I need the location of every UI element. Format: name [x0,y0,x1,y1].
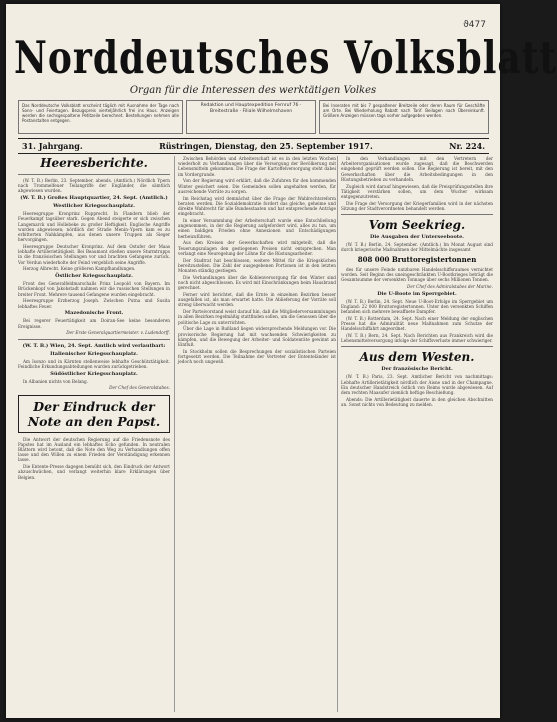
masthead [14,31,557,85]
article-paragraph: (W. T. B.) Rotterdam, 24. Sept. Nach einer Meldung der englischen Presse hat die Admiralität neue Maßnahmen zum Schutze der Handelsschiffahrt angeordnet. [341,315,493,332]
article-paragraph: Aus den Kreisen der Gewerkschaften wird mitgeteilt, daß die Teuerungszulagen den gestiegenen Preisen nicht entsprechen. Man verlangt eine Neuregelung der Löhne für die Rüstungsarbeiter. [178,240,336,256]
report-dateline: (W. T. B.) Großes Hauptquartier, 24. Sept. (Amtlich.) [20,195,168,202]
subheading-southeastern-front: Südöstlicher Kriegsschauplatz. [50,370,138,377]
article-paragraph: (W. T. B.) Bern, 24. Sept. Nach Berichten aus Frankreich wird die Lebensmittelversorgung infolge der Schiffsverluste immer schwieriger. [341,333,493,344]
divider [18,174,170,175]
subheading-western-front: Westlicher Kriegsschauplatz. [53,203,135,210]
divider [341,214,493,215]
article-paragraph: In Stockholm sollen die Besprechungen der sozialistischen Parteien fortgesetzt werden. Die Teilnahme der Vertreter der Ententeländer ist jedoch noch ungewiß. [178,348,336,365]
article-paragraph: Die Frage der Versorgung der Kriegerfamilien wird in der nächsten Sitzung der Stadtverordneten behandelt werden. [341,200,493,212]
signature: Der Chef des Generalstabes. [109,385,170,391]
article-paragraph: des für unsere Feinde nutzbaren Handelsschiffsraumes vernichtet worden. Seit Beginn des uneingeschränkten U-Bootkrieges beträgt die Gesamtsumme der versenkten Tonnage über sechs Millionen Tonnen. [341,266,493,283]
article-paragraph: Bei regerer Feuertätigkeit am Doiran-See keine besonderen Ereignisse. [18,318,170,329]
advertising-info-box: Bei Inseraten mit bis 7 gespaltener Breitzeile oder deren Raum für Geschäfte am Orte. Bei Wiederholung Rabatt nach Tarif. Beilagen nach Übereinkunft. Größere Anzeigen müssen tags vorher aufgegeben werden. [319,100,489,134]
article-paragraph: (W. T. B.) Berlin, 23. September, abends. (Amtlich.) Nördlich Ypern nach Trommelfeuer Teilangriffe der Engländer, die sämtlich abgewiesen wurden. [18,178,170,194]
article-paragraph: Ferner wird berichtet, daß die Ernte in einzelnen Bezirken besser ausgefallen ist, als man erwartet hatte. Die Ablieferung der Vorräte soll streng überwacht werden. [178,292,336,308]
article-paragraph: Heeresgruppe Kronprinz Rupprecht. In Flandern blieb der Feuerkampf tagsüber stark. Gegen Abend steigerte er sich zwischen Langemarck und Hollebeke zu großer Heftigkeit. Englische Angriffe wurden abgewiesen; nördlich der Straße Menin–Ypern kam es zu erbitterten Nahkämpfen, aus denen unsere Truppen als Sieger hervorgingen. [18,211,170,243]
article-paragraph: Der Parteivorstand weist darauf hin, daß die Mitgliederversammlungen in allen Bezirken regelmäßig stattfinden sollen, um die Genossen über die politische Lage zu unterrichten. [178,309,336,325]
dateline [18,138,489,154]
column-2 [174,156,336,712]
section-heading-west: Aus dem Westen. [359,350,475,365]
subheading-u-boats: Die Ausgaben der Unterseeboote. [369,234,465,241]
subheading-blockade-zone: Die U-Boote im Sperrgebiet. [377,290,457,297]
masthead-slogan: Organ für die Interessen des werktätigen Volkes [129,85,377,96]
article-paragraph: Zugleich wird darauf hingewiesen, daß die Preisprüfungsstellen ihre Tätigkeit verstärken sollen, um dem Wucher wirksam entgegenzutreten. [341,183,493,200]
subheading-macedonian-front: Mazedonische Front. [64,310,124,317]
article-paragraph: In Albanien nichts von Belang. [23,378,89,384]
article-paragraph: Front des Generalfeldmarschalls Prinz Leopold von Bayern. Im Brückenkopf von Jakobstadt nahmen wir die russischen Stellungen in breiter Front. Mehrere tausend Gefangene wurden eingebracht. [18,281,170,297]
article-paragraph: Herzog Albrecht. Keine größeren Kampfhandlungen. [23,266,136,272]
article-paragraph: In den Verhandlungen mit den Vertretern der Arbeiterorganisationen wurde zugesagt, daß die Beschwerden eingehend geprüft werden sollen. Die Regierung ist bereit, mit den Gewerkschaften über die Arbeitsbedingungen in den Rüstungsbetrieben zu verhandeln. [341,156,493,182]
volume-label: 31. Jahrgang. [22,141,83,151]
subheading-french-report: Der französische Bericht. [381,366,453,373]
article-paragraph: (W. T. B.) Berlin, 24. Sept. Neue U-Boot-Erfolge im Sperrgebiet um England: 22 000 Bruttoregistertonnen. Unter den versenkten Schiffen befanden sich mehrere bewaffnete Dampfer. [341,298,493,315]
article-paragraph: Am Isonzo und in Kärnten stellenweise lebhafte Geschütztätigkeit. Feindliche Erkundungsabteilungen wurden zurückgetrieben. [18,358,170,369]
page-number: ϑ477 [463,20,486,30]
tonnage-figure: 808 000 Bruttoregistertonnen [357,254,477,264]
masthead-title: Norddeutsches Volksblatt [14,31,557,85]
subscription-info-box: Das Norddeutsche Volksblatt erscheint täglich mit Ausnahme der Tage nach Sonn- und Feiertagen. Bezugspreis vierteljährlich frei ins Haus. Anzeigen werden die sechsgespaltene Petitzeile berechnet. Bestellungen nehmen alle Postanstalten entgegen. [18,100,183,134]
subheading-eastern-front: Östlicher Kriegsschauplatz. [55,273,133,280]
article-paragraph: Der Stadtrat hat beschlossen, weitere Mittel für die Kriegsküchen bereitzustellen. Die Zahl der ausgegebenen Portionen ist in den letzten Monaten ständig gestiegen. [178,257,336,274]
issue-number: Nr. 224. [449,141,485,151]
article-paragraph: Im Reichstag wird demnächst über die Frage der Wahlrechtsreform beraten werden. Die Sozialdemokratie fordert das gleiche, geheime und direkte Wahlrecht für alle Bundesstaaten und hat entsprechende Anträge eingebracht. [178,195,336,217]
article-paragraph: Heeresgruppe Erzherzog Joseph. Zwischen Putna und Susita lebhaftes Feuer. [18,298,170,309]
report-dateline: (W. T. B.) Wien, 24. Sept. Amtlich wird verlautbart: [22,342,166,349]
article-paragraph: Die Entente-Presse dagegen bemüht sich, den Eindruck der Antwort abzuschwächen, und verlangt weiterhin klare Erklärungen über Belgien. [18,464,170,480]
place-date: Rüstringen, Dienstag, den 25. September 1917. [159,141,373,151]
article-paragraph: Heeresgruppe Deutscher Kronprinz. Auf dem Ostufer der Maas lebhafte Artillerietätigkeit. Bei Beaumont stießen unsere Sturmtrupps in die französischen Stellungen vor und brachten Gefangene zurück. Vor Verdun wiederholte der Feind vergeblich seine Angriffe. [18,244,170,265]
divider [18,339,170,340]
article-paragraph: (W. T. B.) Berlin, 24. September. (Amtlich.) Im Monat August sind durch kriegerische Maßnahmen der Mittelmächte insgesamt [341,242,493,253]
column-3 [337,156,493,712]
article-paragraph: (W. T. B.) Paris, 23. Sept. Amtlicher Bericht von nachmittags: Lebhafte Artillerietätigkeit nördlich der Aisne und in der Champagne. Ein deutscher Handstreich östlich von Reims wurde abgewiesen. Auf dem rechten Maasufer ziemlich heftige Beschießung. [341,374,493,396]
signature: Der Chef des Admiralstabes der Marine. [406,283,493,289]
article-paragraph: Die Verhandlungen über die Kohlenversorgung für den Winter sind noch nicht abgeschlossen. Es wird mit Einschränkungen beim Hausbrand gerechnet. [178,274,336,291]
headline-note-to-pope: Der Eindruck der Note an den Papst. [18,395,170,433]
section-heading-naval-war: Vom Seekrieg. [368,218,466,233]
signature: Der Erste Generalquartiermeister. v. Ludendorff. [66,330,170,336]
editorial-office-box: Redaktion und Hauptexpedition Fernruf 76 · Breitestraße · Filiale Wilhelmshaven [186,100,316,134]
column-1 [18,156,170,712]
subheading-italian-front: Italienischer Kriegsschauplatz. [50,350,138,357]
article-paragraph: Über die Lage in Rußland liegen widersprechende Meldungen vor. Die provisorische Regierung hat mit wachsenden Schwierigkeiten zu kämpfen, und die Bewegung der Arbeiter- und Soldatenräte gewinnt an Einfluß. [178,326,336,348]
newspaper-page [6,4,557,718]
article-paragraph: In einer Versammlung der Arbeiterschaft wurde eine Entschließung angenommen, in der die Regierung aufgefordert wird, alles zu tun, um einen baldigen Frieden ohne Annexionen und Entschädigungen herbeizuführen. [178,218,336,239]
section-heading-army-reports: Heeresberichte. [40,156,148,170]
article-paragraph: Zwischen Behörden und Arbeiterschaft ist es in den letzten Wochen wiederholt zu Verhandlungen über die Versorgung der Bevölkerung mit Lebensmitteln gekommen. Die Frage der Kartoffelversorgung steht dabei im Vordergrunde. [178,156,336,177]
divider [341,346,493,347]
article-paragraph: Von der Regierung wird erklärt, daß die Zufuhren für den kommenden Winter gesichert seien. Die Gemeinden sollen angehalten werden, für ausreichende Vorräte zu sorgen. [178,178,336,194]
article-paragraph: Abends: Die Artillerietätigkeit dauerte in den gleichen Abschnitten an. Sonst nichts von Bedeutung zu melden. [341,396,493,408]
article-paragraph: Die Antwort der deutschen Regierung auf die Friedensnote des Papstes hat im Ausland ein lebhaftes Echo gefunden. In neutralen Blättern wird betont, daß die Note den Weg zu Verhandlungen offen lasse und den Willen zu einem Frieden der Verständigung erkennen lasse. [18,436,170,463]
